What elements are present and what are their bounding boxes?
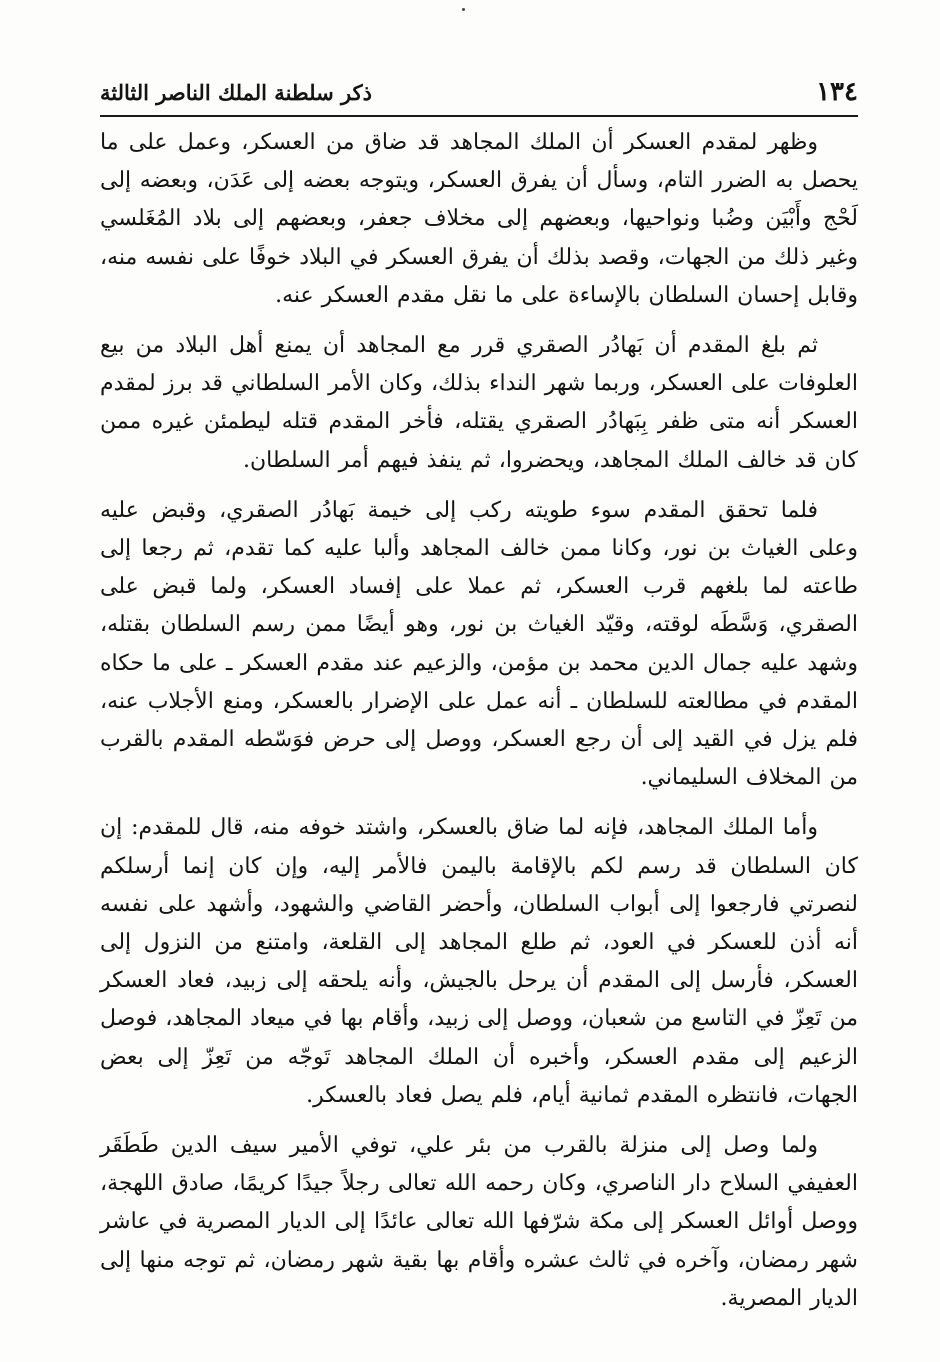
running-header — [100, 72, 858, 112]
page-number: ١٣٤ — [816, 77, 858, 107]
scan-dot — [462, 8, 465, 11]
paragraph-2: ثم بلغ المقدم أن بَهادُر الصقري قرر مع المجاهد أن يمنع أهل البلاد من بيع العلوفات على العسكر، وربما شهر النداء بذلك، وكان الأمر السلطاني قد برز لمقدم العسكر أنه متى ظفر بِبَهادُر الصقري يقتله، فأخر المقدم قتله ليطمئن غيره ممن كان قد خالف الملك المجاهد، ويحضروا، ثم ينفذ فيهم أمر السلطان. — [100, 333, 858, 473]
paragraph-1: وظهر لمقدم العسكر أن الملك المجاهد قد ضاق من العسكر، وعمل على ما يحصل به الضرر التام، وسأل أن يفرق العسكر، ويتوجه بعضه إلى عَدَن، وبعضه إلى لَحْج وأَبْيَن وضُبا ونواحيها، وبعضهم إلى مخلاف جعفر، وبعضهم إلى بلاد المُغَلسي وغير ذلك من الجهات، وقصد بذلك أن يفرق العسكر في البلاد خوفًا على نفسه منه، وقابل إحسان السلطان بالإساءة على ما نقل مقدم العسكر عنه. — [100, 130, 858, 308]
header-divider — [100, 115, 858, 117]
chapter-title: ذكر سلطنة الملك الناصر الثالثة — [100, 79, 372, 105]
paragraph-3: فلما تحقق المقدم سوء طويته ركب إلى خيمة بَهادُر الصقري، وقبض عليه وعلى الغياث بن نور، وكانا ممن خالف المجاهد وألبا عليه كما تقدم، ثم رجعا إلى طاعته لما بلغهم قرب العسكر، ثم عملا على إفساد العسكر، ولما قبض على الصقري، وَسَّطَه لوقته، وقيّد الغياث بن نور، وهو أيضًا ممن رسم السلطان بقتله، وشهد عليه جمال الدين محمد بن مؤمن، والزعيم عند مقدم العسكر ـ على ما حكاه المقدم في مطالعته للسلطان ـ أنه عمل على الإضرار بالعسكر، ومنع الأجلاب عنه، فلم يزل في القيد إلى أن رجع العسكر، ووصل إلى حرض فوَسّطه المقدم بالقرب من المخلاف السليماني. — [100, 497, 858, 791]
paragraph-5: ولما وصل إلى منزلة بالقرب من بئر علي، توفي الأمير سيف الدين طَطَقَر العفيفي السلاح دار الناصري، وكان رحمه الله تعالى رجلاً جيدًا كريمًا، صادق اللهجة، ووصل أوائل العسكر إلى مكة شرّفها الله تعالى عائدًا إلى الديار المصرية في عاشر شهر رمضان، وآخره في ثالث عشره وأقام بها بقية شهر رمضان، ثم توجه منها إلى الديار المصرية. — [100, 1133, 858, 1311]
main-text — [100, 124, 858, 1318]
paragraph-4: وأما الملك المجاهد، فإنه لما ضاق بالعسكر، واشتد خوفه منه، قال للمقدم: إن كان السلطان قد رسم لكم بالإقامة باليمن فالأمر إليه، وإن كان إنما أرسلكم لنصرتي فارجعوا إلى أبواب السلطان، وأحضر القاضي والشهود، وأشهد على نفسه أنه أذن للعسكر في العود، ثم طلع المجاهد إلى القلعة، وامتنع من النزول إلى العسكر، فأرسل إلى المقدم أن يرحل بالجيش، وأنه يلحقه إلى زبيد، فعاد العسكر من تَعِزّ في التاسع من شعبان، ووصل إلى زبيد، وأقام بها في ميعاد المجاهد، فوصل الزعيم إلى مقدم العسكر، وأخبره أن الملك المجاهد تَوجّه من تَعِزّ إلى بعض الجهات، فانتظره المقدم ثمانية أيام، فلم يصل فعاد بالعسكر. — [100, 815, 858, 1108]
